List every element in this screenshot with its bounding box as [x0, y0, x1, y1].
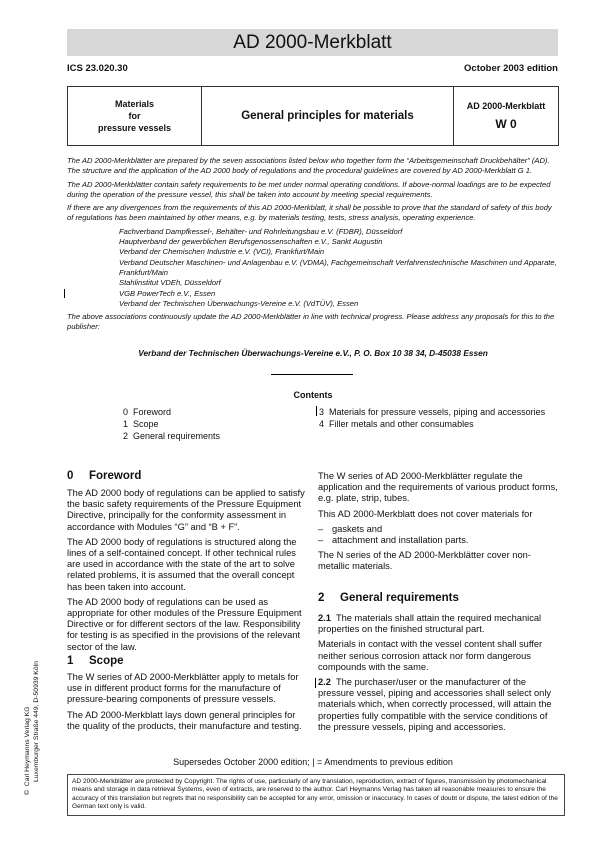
section-number: 2 — [318, 592, 325, 604]
body-paragraph: The AD 2000 body of regulations is structured along the lines of a self-contained concept. If other technical rules are used in accordance with the state of the art to solve related problems, it is assumed that the overall concept has been taken into account. — [67, 536, 297, 592]
body-paragraph: Materials in contact with the vessel content shall suffer neither serious corrosion attack nor form dangerous compounds with the same. — [318, 639, 543, 672]
body-paragraph: The AD 2000 body of regulations can be applied to satisfy the basic safety requirements of the Pressure Equipment Directive, principally for the conformity assessment in accordance with Modules “G” and “B + F”. — [67, 488, 305, 532]
body-paragraph: The AD 2000 body of regulations can be used as appropriate for other modules of the Pressure Equipment Directive or for different sectors of the law. Responsibility for testing is as specified in the provisions of the relevant sector of the law. — [67, 596, 302, 652]
toc-entry[interactable]: 0 Foreword — [123, 407, 172, 417]
section-title: Foreword — [89, 470, 142, 482]
header-document-title: General principles for materials — [202, 87, 454, 145]
header-document-id — [454, 87, 558, 145]
publisher-address: Verband der Technischen Überwachungs-Vereine e.V., P. O. Box 10 38 34, D-45038 Essen — [138, 348, 488, 358]
intro-paragraph: If there are any divergences from the requirements of this AD 2000-Merkblatt, it shall be possible to prove that the standard of safety of this body of regulations has been maintained by other means, e.g. by materials testing, tests, stress analysis, operating experience. — [67, 203, 552, 223]
publisher-imprint — [24, 661, 41, 795]
general-requirements-body — [318, 613, 558, 737]
section-title: General requirements — [340, 592, 459, 604]
association-item: Verband der Chemischen Industrie e.V. (VCI), Frankfurt/Main — [119, 247, 325, 257]
imprint-line: Carl Heymanns Verlag KG — [24, 706, 31, 787]
ics-code: ICS 23.020.30 — [67, 63, 128, 74]
toc-entry[interactable]: 4 Filler metals and other consumables — [319, 419, 474, 429]
foreword-body — [67, 488, 305, 657]
association-item: Stahlinstitut VDEh, Düsseldorf — [119, 278, 221, 288]
intro-paragraph: The AD 2000-Merkblätter contain safety requirements to be met under normal operating conditions. If above-normal loadings are to be expected during the operation of the pressure vessel, this shall be taken into account by meeting special requirements. — [67, 179, 551, 199]
imprint-line: Luxemburger Straße 449, D-50939 Köln — [32, 661, 40, 782]
body-paragraph: The W series of AD 2000-Merkblätter apply to metals for use in different product forms for the manufacture of pressure-bearing components of pressure vessels. — [67, 672, 299, 705]
header-subject — [68, 87, 202, 145]
body-paragraph: The N series of the AD 2000-Merkblätter cover non-metallic materials. — [318, 550, 531, 572]
section-number: 0 — [67, 470, 74, 482]
toc-entry[interactable]: 1 Scope — [123, 419, 159, 429]
toc-entry[interactable]: 3 Materials for pressure vessels, piping and accessories — [319, 407, 546, 417]
scope-heading — [67, 656, 124, 667]
supersedes-note: Supersedes October 2000 edition; | = Amendments to previous edition — [173, 757, 453, 767]
clause-number: 2.1 — [318, 613, 331, 623]
toc-right-column — [319, 406, 545, 430]
association-list — [67, 227, 559, 309]
amendment-bar — [316, 406, 317, 416]
section-number: 1 — [67, 655, 74, 667]
divider — [271, 374, 353, 375]
foreword-heading — [67, 471, 141, 482]
association-item: Verband Deutscher Maschinen- und Anlagenbau e.V. (VDMA), Fachgemeinschaft Verfahrenstechnische Maschinen und Apparate, Frankfurt/Main — [119, 257, 557, 277]
header-subject-line: for — [128, 111, 141, 121]
toc-left-column — [123, 406, 220, 442]
contents-heading: Contents — [293, 390, 333, 400]
association-item: VGB PowerTech e.V., Essen — [119, 288, 216, 298]
list-item: – gaskets and — [318, 524, 558, 535]
edition-date: October 2003 edition — [464, 63, 558, 74]
intro-section — [67, 156, 559, 336]
header-box — [67, 86, 559, 146]
body-paragraph: The AD 2000-Merkblatt lays down general principles for the quality of the products, their manufacture and testing. — [67, 709, 302, 731]
intro-paragraph: The above associations continuously update the AD 2000-Merkblätter in line with technical progress. Please address any proposals for this to the publisher: — [67, 312, 555, 332]
association-item: Verband der Technischen Überwachungs-Vereine e.V. (VdTÜV), Essen — [119, 298, 359, 308]
section-title: Scope — [89, 655, 124, 667]
toc-entry[interactable]: 2 General requirements — [123, 431, 221, 441]
scope-continuation — [318, 471, 558, 577]
scope-body — [67, 672, 305, 736]
header-series-label: AD 2000-Merkblatt — [466, 101, 546, 111]
association-item: Hauptverband der gewerblichen Berufsgenossenschaften e.V., Sankt Augustin — [119, 237, 383, 247]
copyright-symbol: © — [24, 789, 31, 795]
body-paragraph: This AD 2000-Merkblatt does not cover materials for — [318, 508, 533, 519]
header-subject-line: Materials — [114, 99, 155, 109]
clause-number: 2.2 — [318, 677, 331, 688]
header-document-code: W 0 — [495, 117, 517, 131]
body-paragraph: The purchaser/user or the manufacturer of the pressure vessel, piping and accessories shall select only materials which, when correctly processed, will attain the properties fully compatible with the service conditions of the pressure vessels, piping and accessories. — [318, 677, 552, 732]
list-item: – attachment and installation parts. — [318, 535, 558, 546]
document-title: AD 2000-Merkblatt — [67, 29, 558, 56]
amendment-bar — [315, 678, 316, 688]
header-subject-line: pressure vessels — [97, 123, 172, 133]
amendment-bar — [64, 289, 65, 298]
intro-paragraph: The AD 2000-Merkblätter are prepared by the seven associations listed below who together form the “Arbeitsgemeinschaft Druckbehälter” (AD). The structure and the application of the AD 2000 body of regulations and the procedural guidelines are covered by AD 2000-Merkblatt G 1. — [67, 156, 550, 176]
exclusion-list — [318, 524, 558, 546]
copyright-notice: AD 2000-Merkblätter are protected by Copyright. The rights of use, particularly of any translation, reproduction, extract of figures, transmission by photomechanical means and storage in data retrieval Systems, even of extracts, are reserved to the author. Carl Heymanns Verlag has taken all reasonable measures to ensure the accuracy of this translation but regrets that no responsibility can be accepted for any error, omission or inaccuracy. In cases of doubt or dispute, the latest edition of the German text only is valid. — [67, 774, 565, 816]
general-requirements-heading — [318, 593, 459, 604]
association-item: Fachverband Dampfkessel-, Behälter- und Rohrleitungsbau e.V. (FDBR), Düsseldorf — [119, 226, 403, 236]
body-paragraph: The W series of AD 2000-Merkblätter regulate the application and the requirements of various product forms, e.g. plate, strip, tubes. — [318, 471, 558, 504]
body-paragraph: The materials shall attain the required mechanical properties on the finished structural part. — [318, 613, 542, 635]
